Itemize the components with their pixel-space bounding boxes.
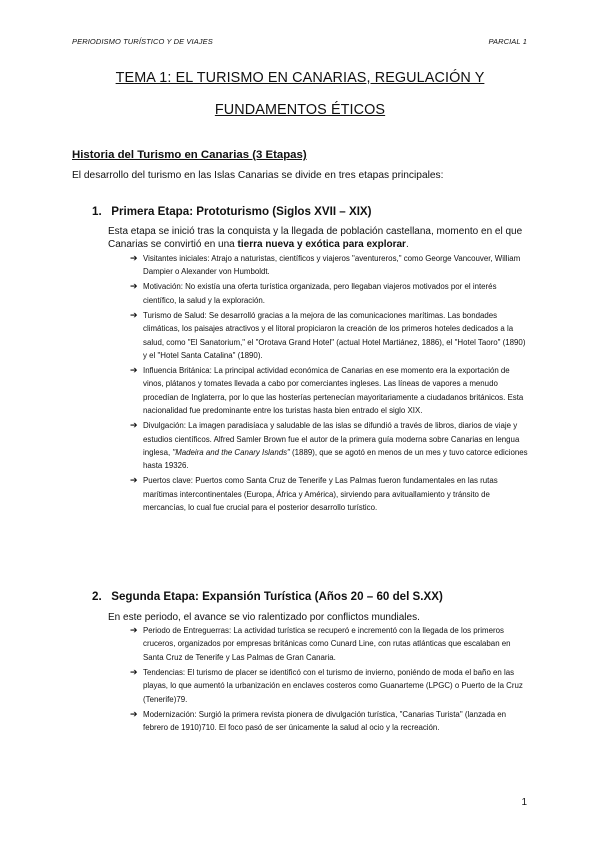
list-item bbox=[130, 666, 528, 706]
arrow-right-icon: ➔ bbox=[130, 708, 138, 719]
arrow-right-icon: ➔ bbox=[130, 365, 138, 376]
stage-1-bullet-list bbox=[130, 252, 528, 516]
list-item bbox=[130, 624, 528, 664]
list-item bbox=[130, 708, 528, 735]
stage-title: Segunda Etapa: Expansión Turística (Años 20 – 60 del S.XX) bbox=[111, 590, 443, 603]
bullet-text: Divulgación: La imagen paradisíaca y saludable de las islas se difundió a través de libros, diarios de viaje y estudios científicos. Alfred Samler Brown fue el autor de la primera guía moderna sobre Canarias en lengua inglesa, bbox=[143, 421, 520, 458]
desc-text: Esta etapa se inició tras la conquista y la llegada de población castellana, momento en el que Canarias se convirtió en una bbox=[108, 226, 523, 250]
desc-bold-text: tierra nueva y exótica para explorar bbox=[237, 238, 406, 250]
list-item bbox=[130, 280, 528, 307]
stage-title: Primera Etapa: Prototurismo (Siglos XVII – XIX) bbox=[111, 205, 372, 218]
arrow-right-icon: ➔ bbox=[130, 475, 138, 486]
page-title-line-1: TEMA 1: EL TURISMO EN CANARIAS, REGULACIÓN Y bbox=[115, 70, 485, 86]
list-item bbox=[130, 252, 528, 279]
section-intro: El desarrollo del turismo en las Islas Canarias se divide en tres etapas principales: bbox=[72, 170, 444, 181]
list-item bbox=[130, 474, 528, 514]
bullet-text: Periodo de Entreguerras: La actividad turística se recuperó e incrementó con la llegada de los primeros cruceros, organizados por empresas británicas como Cunard Line, con rutas atlánticas que escalaban en Santa Cruz de Tenerife y Las Palmas de Gran Canaria. bbox=[143, 626, 511, 662]
arrow-right-icon: ➔ bbox=[130, 625, 138, 635]
arrow-right-icon: ➔ bbox=[130, 309, 138, 320]
bullet-text: Influencia Británica: La principal actividad económica de Canarias en ese momento era la exportación de vinos, plátanos y tomates llevada a cabo por comerciantes ingleses. Las líneas de vapores a menudo procedían de Inglaterra, por lo que las hosterías pertenecían mayoritariamente a ciudadanos británicos. Esta nacionalidad fue predominante entre los turistas hasta bien entrado el siglo XIX. bbox=[143, 366, 524, 416]
stage-description-1 bbox=[108, 226, 538, 251]
arrow-right-icon: ➔ bbox=[130, 420, 138, 431]
bullet-text: Visitantes iniciales: Atrajo a naturistas, científicos y viajeros "aventureros," como George Vancouver, William Dampier o Alexander von Humboldt. bbox=[143, 254, 521, 277]
stage-2-bullet-list bbox=[130, 624, 528, 736]
list-item bbox=[130, 309, 528, 363]
desc-text: En este periodo, el avance se vio ralentizado por conflictos mundiales. bbox=[108, 612, 420, 623]
list-item bbox=[130, 419, 528, 473]
header-parcial: PARCIAL 1 bbox=[488, 37, 527, 46]
bullet-text: Turismo de Salud: Se desarrolló gracias a la mejora de las comunicaciones marítimas. Las bondades climáticas, los paisajes atractivos y el litoral propiciaron la creación de los primeros hoteles dedicados a la salud, como "El Sanatorium," el "Orotava Grand Hotel" (actual Hotel Martiánez, 1886), el "Hotel Taoro" (1890) y el "Hotel Santa Catalina" (1890). bbox=[143, 310, 526, 361]
arrow-right-icon: ➔ bbox=[130, 253, 138, 263]
list-item bbox=[130, 364, 528, 418]
bullet-text: Motivación: No existía una oferta turística organizada, pero llegaban viajeros motivados por el interés científico, la salud y la exploración. bbox=[143, 282, 497, 305]
stage-heading-1 bbox=[92, 205, 372, 218]
header-course-name: PERIODISMO TURÍSTICO Y DE VIAJES bbox=[72, 37, 213, 46]
arrow-right-icon: ➔ bbox=[130, 666, 138, 677]
stage-description-2 bbox=[108, 612, 538, 625]
stage-number: 1. bbox=[92, 205, 102, 218]
stage-number: 2. bbox=[92, 590, 102, 603]
stage-heading-2 bbox=[92, 590, 443, 603]
page-title-line-2: FUNDAMENTOS ÉTICOS bbox=[214, 102, 386, 118]
desc-text-end: . bbox=[405, 238, 409, 250]
arrow-right-icon: ➔ bbox=[130, 281, 138, 292]
bullet-text: Tendencias: El turismo de placer se identificó con el turismo de invierno, poniéndo de moda el baño en las playas, lo que aumentó la urbanización en enclaves costeros como Guanarteme (LPGC) o Puerto de la Cruz (Tenerife)79. bbox=[143, 667, 523, 704]
bullet-text: Puertos clave: Puertos como Santa Cruz de Tenerife y Las Palmas fueron fundamentales en las rutas marítimas intercontinentales (Europa, África y América), sirviendo para avituallamiento y tránsito de mercancías, lo cual fue crucial para el posterior desarrollo turístico. bbox=[143, 476, 498, 513]
section-heading: Historia del Turismo en Canarias (3 Etapas) bbox=[72, 149, 307, 161]
page-number: 1 bbox=[521, 797, 527, 808]
bullet-text: Modernización: Surgió la primera revista pionera de divulgación turística, "Canarias Turista" (lanzada en febrero de 1910)710. El foco pasó de ser únicamente la salud al ocio y la recreación. bbox=[143, 709, 507, 733]
bullet-text-end: (1889), que se agotó en menos de un mes y tuvo catorce ediciones hasta 19326. bbox=[143, 448, 528, 471]
book-title: "Madeira and the Canary Islands" bbox=[172, 448, 290, 458]
